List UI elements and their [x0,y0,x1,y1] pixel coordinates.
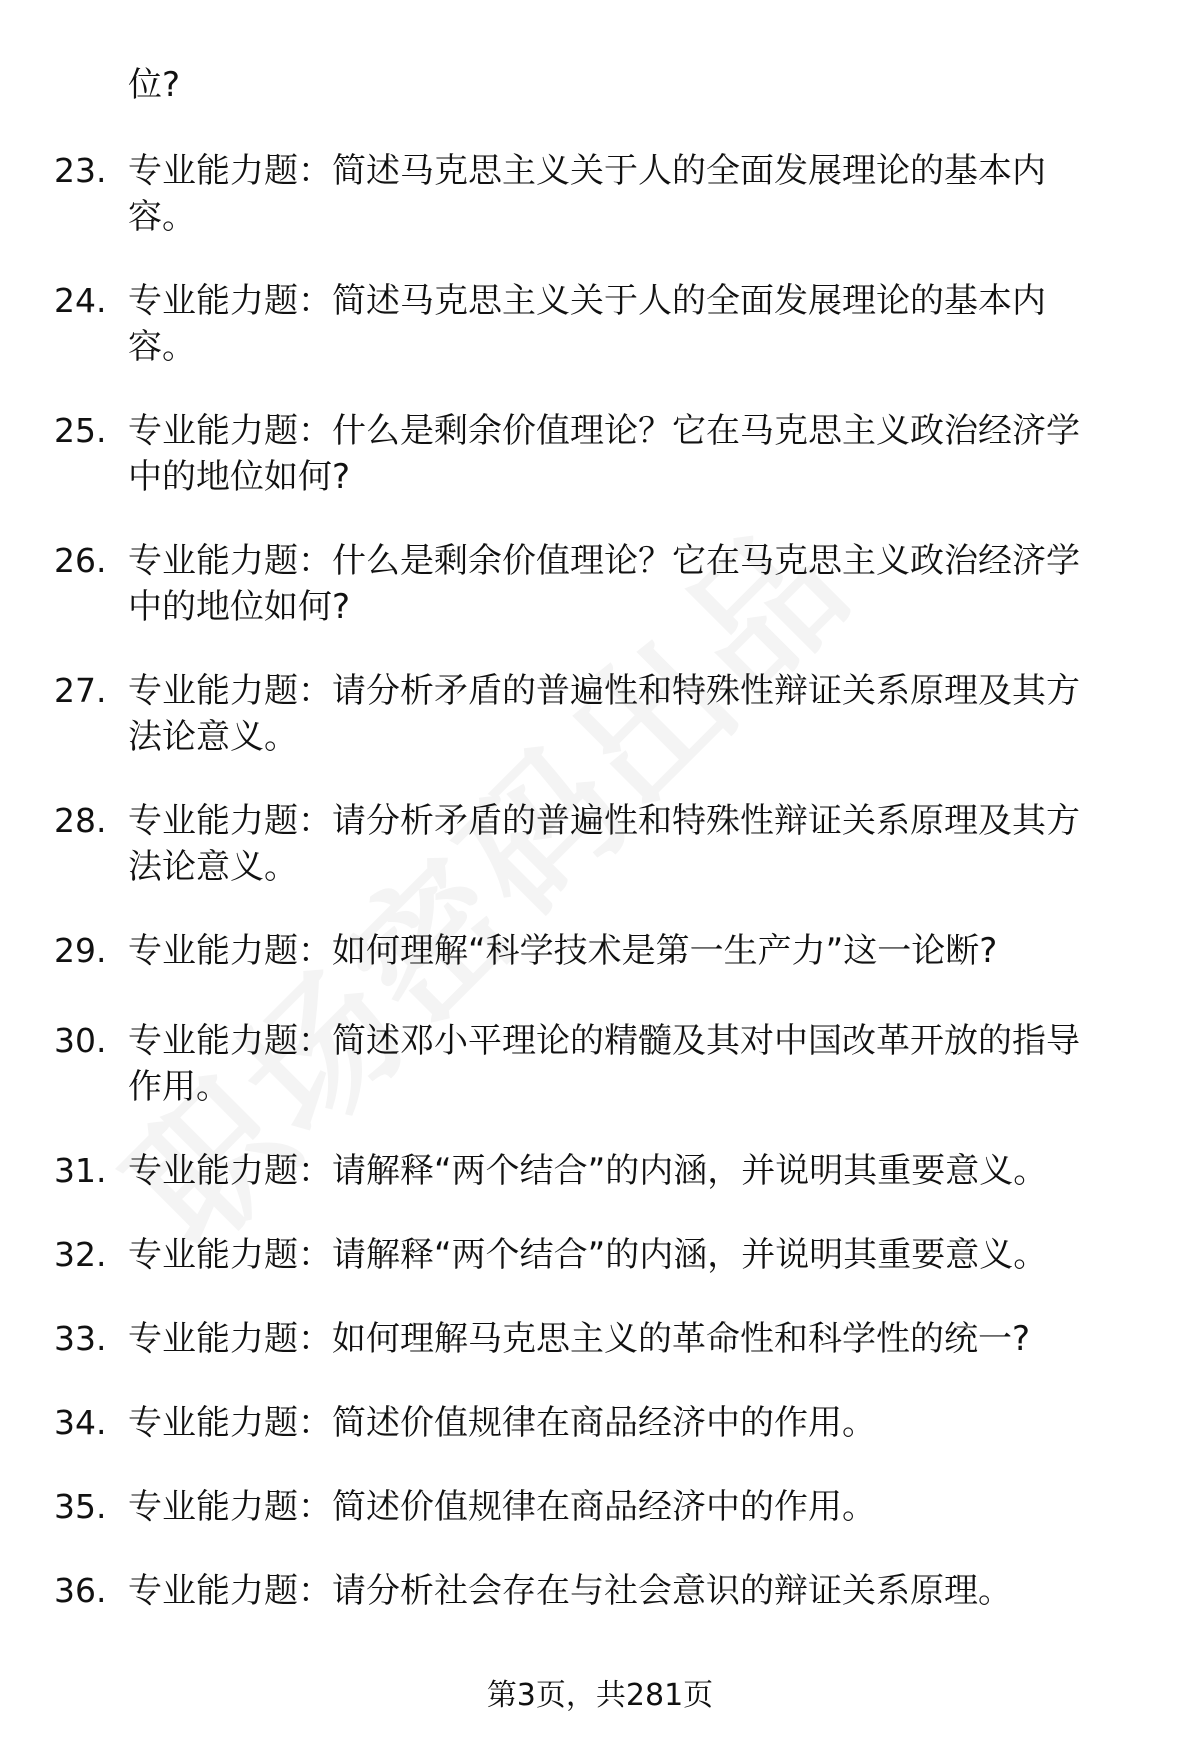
question-text-line: 专业能力题：简述价值规律在商品经济中的作用。 [128,1487,876,1527]
question-number: 24. [54,281,107,320]
question-text-line: 专业能力题：简述邓小平理论的精髓及其对中国改革开放的指导 [128,1021,1080,1061]
question-text-line: 中的地位如何? [128,587,351,627]
question-text-line: 专业能力题：如何理解“科学技术是第一生产力”这一论断? [128,931,998,971]
question-number: 28. [54,801,107,840]
question-text-line: 专业能力题：请解释“两个结合”的内涵，并说明其重要意义。 [128,1235,1048,1275]
question-text-line: 容。 [128,327,196,367]
question-text-line: 专业能力题：简述马克思主义关于人的全面发展理论的基本内 [128,281,1046,321]
question-number: 35. [54,1487,107,1526]
question-number: 27. [54,671,107,710]
question-text-line: 作用。 [128,1067,230,1107]
question-text-line: 专业能力题：什么是剩余价值理论？它在马克思主义政治经济学 [128,541,1080,581]
question-number: 29. [54,931,107,970]
question-text-line: 专业能力题：请分析矛盾的普遍性和特殊性辩证关系原理及其方 [128,801,1080,841]
question-text-line: 专业能力题：请分析矛盾的普遍性和特殊性辩证关系原理及其方 [128,671,1080,711]
question-text-line: 专业能力题：请分析社会存在与社会意识的辩证关系原理。 [128,1571,1012,1611]
question-number: 23. [54,151,107,190]
question-number: 26. [54,541,107,580]
question-text-line: 容。 [128,197,196,237]
question-text-line: 专业能力题：什么是剩余价值理论？它在马克思主义政治经济学 [128,411,1080,451]
question-number: 31. [54,1151,107,1190]
question-number: 32. [54,1235,107,1274]
question-number: 30. [54,1021,107,1060]
question-text-line: 专业能力题：如何理解马克思主义的革命性和科学性的统一? [128,1319,1031,1359]
question-text-line: 专业能力题：简述价值规律在商品经济中的作用。 [128,1403,876,1443]
question-number: 33. [54,1319,107,1358]
question-number: 25. [54,411,107,450]
question-text-line: 专业能力题：请解释“两个结合”的内涵，并说明其重要意义。 [128,1151,1048,1191]
question-text-line: 法论意义。 [128,717,298,757]
question-number: 36. [54,1571,107,1610]
question-text-line: 专业能力题：简述马克思主义关于人的全面发展理论的基本内 [128,151,1046,191]
continuation-line: 位? [128,65,181,105]
question-number: 34. [54,1403,107,1442]
question-text-line: 中的地位如何? [128,457,351,497]
question-text-line: 法论意义。 [128,847,298,887]
page-footer: 第3页，共281页 [486,1678,714,1713]
